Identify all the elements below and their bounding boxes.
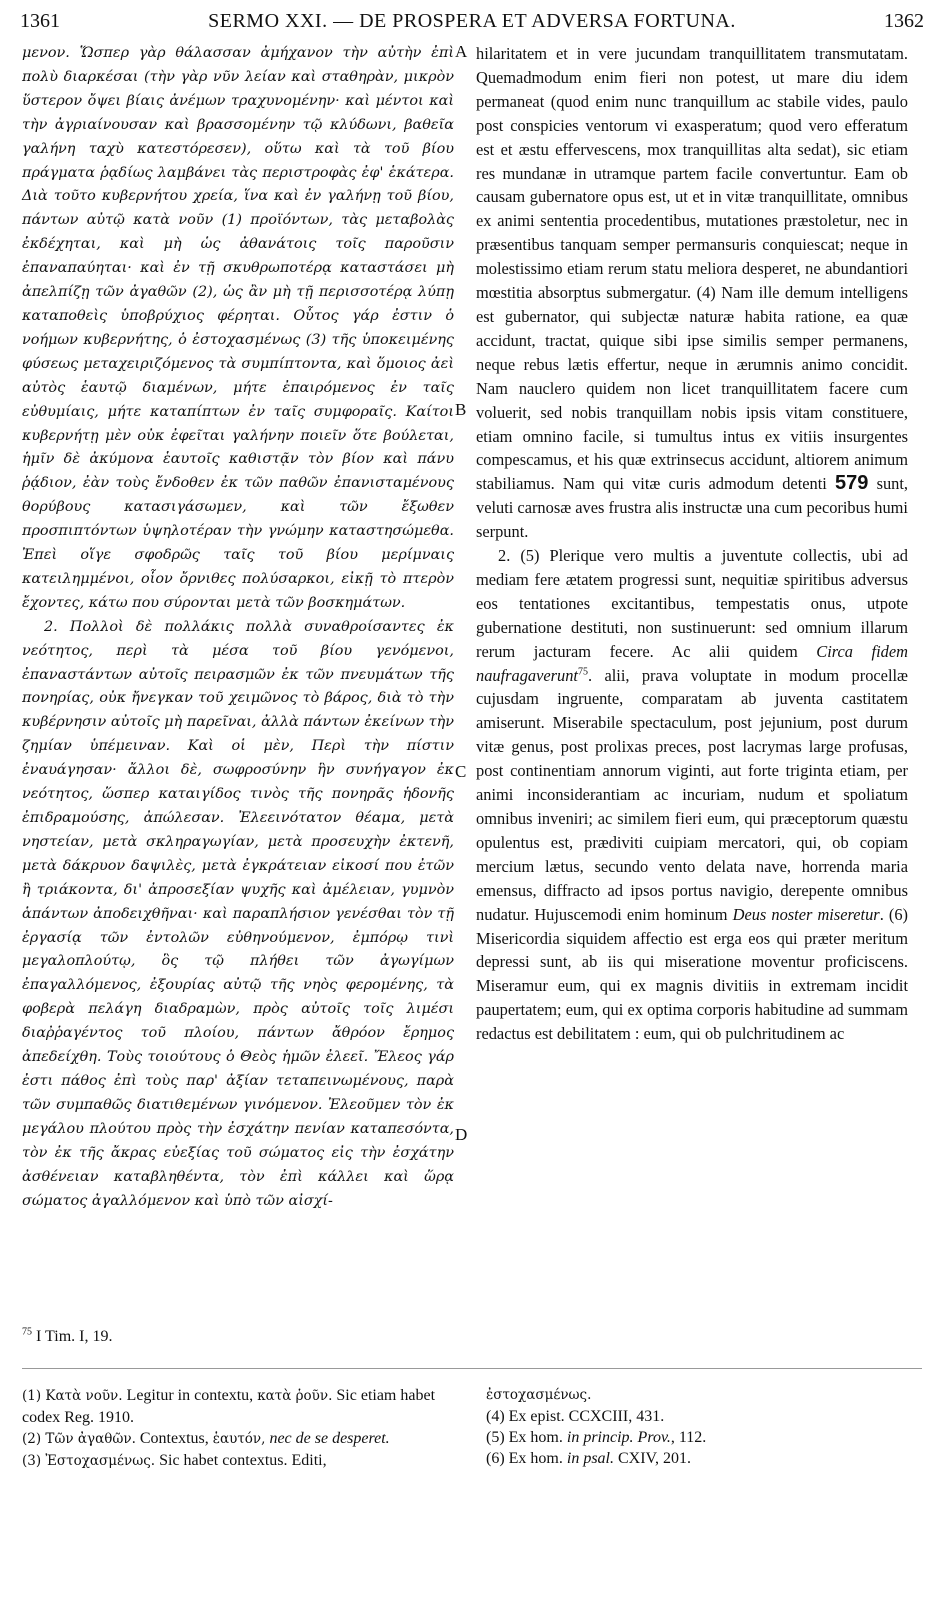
footnotes-left [22, 1385, 462, 1472]
footnote-1-text: Legitur in contextu, [126, 1387, 254, 1404]
page-header [20, 10, 924, 40]
footnote-1 [22, 1385, 462, 1428]
footnote-2-greek: ἑαυτόν, [212, 1431, 266, 1447]
scripture-reference-text: I Tim. I, 19. [36, 1328, 113, 1345]
latin-paragraph-2-text-b: . alii, prava voluptate in modum procellæ cujusdam ingruente, comparatam ab juventa castitatem amiserunt. Miserabile spectaculum, post jejunium, post durum vitæ genus, post prolixas preces, post lacrymas large profusas, post continentiam annorum viginti, aut forte triginta etiam, per animi inconsiderantiam ac incuriam, nudum et spoliatum omnibus inveniri; ac similem fieri eum, qui præceptorum quæstu opulentus est, prædiviti cuipiam mercatori, qui, ob copiam mercium lætus, secundo vento delata nave, horrenda maria emensus, diffracto ad ipsos portus navigio, derepente omnibus nudatur. Hujuscemodi enim hominum [476, 665, 908, 924]
footnote-2 [22, 1428, 462, 1450]
footnote-2-italic: nec de se desperet. [269, 1430, 390, 1447]
footnote-5-text-b: , 112. [670, 1429, 707, 1446]
footnote-6-text-b: CXIV, 201. [618, 1450, 692, 1467]
page-number-left: 1361 [20, 10, 60, 32]
scripture-quote-2: Deus noster miseretur [732, 904, 880, 924]
latin-paragraph-2 [476, 544, 908, 1046]
footnote-1-label: (1) Κατὰ νοῦν. [22, 1388, 123, 1404]
footnote-5-text-a: (5) Ex hom. [486, 1429, 563, 1446]
footnote-3-continued: ἐστοχασμένως. [486, 1387, 592, 1403]
column-number: 579 [835, 472, 869, 495]
footnote-1-greek: κατὰ ῥοῦν. [257, 1388, 333, 1404]
footnote-3-label: (3) Ἐστοχασμένως. [22, 1453, 156, 1469]
latin-paragraph-1 [476, 42, 908, 544]
footnote-6-text-a: (6) Ex hom. [486, 1450, 563, 1467]
scripture-reference-number: 75 [22, 1326, 32, 1338]
footnote-2-text: Contextus, [139, 1430, 209, 1447]
greek-paragraph-2: 2. Πολλοὶ δὲ πολλάκις πολλὰ συναθροίσαντες ἐκ νεότητος, περὶ τὰ μέσα τοῦ βίου γενόμενοι, ἐπαναστάντων αὐτοῖς πειρασμῶν ἐκ τῶν πνευμάτων τῆς πονηρίας, οὐκ ἤνεγκαν τοῦ χειμῶνος τὸ βάρος, διὰ τὸ τὴν κυβέρνησιν αὐτοῖς μὴ παρεῖναι, ἀλλὰ πάντων ἐκείνων τὴν ζημίαν ὑπέμειναν. Καὶ οἱ μὲν, Περὶ τὴν πίστιν ἐναυάγησαν· ἄλλοι δὲ, σωφροσύνην ἣν συνήγαγον ἐκ νεότητος, ὥσπερ καταιγίδος τινὸς τῆς πονηρᾶς ἡδονῆς ἐπιδραμούσης, ἀπώλεσαν. Ἐλεεινότατον θέαμα, μετὰ νηστείαν, μετὰ σκληραγωγίαν, μετὰ προσευχὴν ἐκτενῆ, μετὰ δάκρυον δαψιλὲς, μετὰ ἐγκράτειαν εἰκοσί που ἐτῶν ἢ τριάκοντα, δι' ἀπροσεξίαν ψυχῆς καὶ ἀμέλειαν, γυμνὸν ἁπάντων ἀποδειχθῆναι· καὶ παραπλήσιον γενέσθαι τὸν τῇ ἐργασίᾳ τῶν ἐντολῶν εὐθηνούμενον, ἐμπόρῳ τινὶ μεγαλοπλούτῳ, ὃς τῷ πλήθει τῶν ἀγωγίμων ἐπαγαλλόμενος, ἐξουρίας αὐτῷ τῆς νηὸς φερομένης, τὰ φοβερὰ πελάγη διαδραμὼν, πρὸς αὐτοῖς τοῖς λιμέσι διαῤῥαγέντος τοῦ πλοίου, πάντων ἄθρόον ἔρημος ἀπεδείχθη. Τοὺς τοιούτους ὁ Θεὸς ἡμῶν ἐλεεῖ. Ἔλεος γάρ ἐστι πάθος ἐπὶ τοὺς παρ' ἀξίαν τεταπεινωμένους, παρὰ τῶν συμπαθῶς διατιθεμένων γινόμενον. Ἐλεοῦμεν τὸν ἐκ μεγάλου πλούτου πρὸς τὴν ἐσχάτην πενίαν καταπεσόντα, τὸν ἐκ τῆς ἄκρας εὐεξίας τοῦ σώματος εἰς τὴν ἐσχάτην ἀσθένειαν καταβληθέντα, τὸν ἐπὶ κάλλει καὶ ὥρᾳ σώματος ἀγαλλόμενον καὶ ὑπὸ τῶν αἰσχί- [22, 618, 454, 1209]
latin-column [476, 42, 908, 1046]
section-marker-a: A [455, 42, 468, 61]
footnote-6 [486, 1448, 916, 1469]
footnotes-right [486, 1385, 916, 1469]
greek-paragraph-1: μενον. Ὥσπερ γὰρ θάλασσαν ἀμήχανον τὴν αὐτὴν ἐπὶ πολὺ διαρκέσαι (τὴν γὰρ νῦν λείαν καὶ σταθηρὰν, μικρὸν ὕστερον ὄψει βίαις ἀνέμων τραχυνομένην· καὶ μέντοι καὶ τὴν ἀγριαίνουσαν καὶ βρασσομένην τῷ κλύδωνι, βαθεῖα γαλήνη ταχὺ κατεστόρεσεν), οὕτω καὶ τὰ τοῦ βίου πράγματα ῥᾳδίως λαμβάνει τὰς περιστροφὰς ἐφ' ἑκάτερα. Διὰ τοῦτο κυβερνήτου χρεία, ἵνα καὶ ἐν γαλήνῃ τοῦ βίου, πάντων αὐτῷ κατὰ νοῦν (1) προϊόντων, τὰς μεταβολὰς ἐκδέχηται, καὶ μὴ ὡς ἀθανάτοις τοῖς παροῦσιν ἐπαναπαύηται· καὶ ἐν τῇ σκυθρωποτέρᾳ καταστάσει μὴ ἀπελπίζῃ τῶν ἀγαθῶν (2), ὡς ἂν μὴ τῇ περισσοτέρᾳ λύπῃ καταποθεὶς ὑποβρύχιος φέρηται. Οὗτος γάρ ἐστιν ὁ νοήμων κυβερνήτης, ὁ ἐστοχασμένως (3) τῆς ὑποκειμένης φύσεως μεταχειριζόμενος τὰ συμπίπτοντα, καὶ ὅμοιος ἀεὶ αὐτὸς ἑαυτῷ διαμένων, μήτε ἐπαιρόμενος ἐν ταῖς εὐθυμίαις, μήτε καταπίπτων ἐν ταῖς συμφοραῖς. Καίτοι κυβερνήτῃ μὲν οὐκ ἐφεῖται γαλήνην ποιεῖν ὅτε βούλεται, ἡμῖν δὲ ἀκύμονα ἑαυτοῖς καθιστᾷν τὸν βίον καὶ πάνυ ῥᾴδιον, ἐὰν τοὺς ἔνδοθεν ἐκ τῶν παθῶν ἐπανισταμένους θορύβους κατασιγάσωμεν, καὶ τῶν ἔξωθεν προσπιπτόντων ὑψηλοτέραν τὴν γνώμην καταστησώμεθα. Ἐπεὶ οἵγε σφοδρῶς ταῖς τοῦ βίου μερίμναις κατειλημμένοι, οἷον ὄρνιθες πολύσαρκοι, εἰκῇ τὸ πτερὸν ἔχοντες, κάτω που σύρονται μετὰ τῶν βοσκημάτων. [22, 45, 454, 611]
latin-paragraph-2-text-c: . (6) Misericordia siquidem affectio est erga eos qui præter meritum depressi sunt, ab iis qui miseratione moventur proficiscens. Miseramur eum, qui ex magnis divitiis in extremam incidit paupertatem; eum, qui ex optima corporis habitudine ad summam redactus est debilitatem : eum, qui ob pulchritudinem ac [476, 904, 908, 1044]
greek-column [22, 42, 454, 1213]
section-marker-c: C [455, 762, 467, 781]
section-marker-b: B [455, 400, 467, 419]
footnote-2-label: (2) Τῶν ἀγαθῶν. [22, 1431, 136, 1447]
footnote-5-italic: in princip. Prov. [566, 1429, 671, 1446]
footnote-3-text: Sic habet contextus. Editi, [159, 1452, 327, 1469]
footnote-6-italic: in psal. [566, 1450, 614, 1467]
footnote-3 [22, 1450, 462, 1472]
latin-paragraph-2-text-a: 2. (5) Plerique vero multis a juventute collectis, ubi ad mediam fere ætatem progressi sunt, nequitiæ spiritibus adversus eos tentationes excitantibus, tempestatis onus, utpote gubernatione destituti, non sustinuerunt: sed omnium illarum rerum jacturam fecere. Ac alii quidem [476, 546, 908, 661]
footnote-4: (4) Ex epist. CCXCIII, 431. [486, 1408, 665, 1425]
latin-paragraph-1-text-b: sunt, veluti carnosæ aves frustra alis instructæ una cum pecoribus humi serpunt. [476, 474, 908, 542]
scripture-reference [22, 1328, 112, 1346]
section-marker-d: D [455, 1125, 468, 1144]
scripture-ref-mark: 75 [577, 666, 588, 678]
footnote-5 [486, 1427, 916, 1448]
page-number-right: 1362 [884, 10, 924, 32]
latin-paragraph-1-text-a: hilaritatem et in vere jucundam tranquillitatem transmutatam. Quemadmodum enim fieri non potest, ut mare diu idem permaneat (quod enim nunc tranquillum ac stabile vides, paulo post conspicies ventorum vi exasperatum; quod vero efferatum est et æstu effervescens, mox tranquillitas alta sedat), sic etiam res mundanæ in utramque partem facile convertuntur. Eam ob causam gubernatore opus est, ut et in vitæ tranquillitate, omnibus ex animi sententia procedentibus, mutationes præstoletur, nec in præsentibus tanquam semper permansuris conquiescat; neque in molestissimo etiam rerum statu meliora desperet, ne abundantiori mœstitia absorptus submergatur. (4) Nam ille demum intelligens est gubernator, qui subjectæ naturæ habita ratione, ea quæ accidunt, tractat, quique sibi ipse similis semper permanens, neque rebus lætis effertur, neque in ærumnis animo concidit. Nam nauclero quidem non licet tranquillitatem facere cum voluerit, sed nobis tranquillam nobis ipsis vitam constituere, etiam omnino facile, si tumultus intus ex vitiis insurgentes compescamus, et his quæ extrinsecus accidunt, altiorem animum stabiliamus. Nam qui vitæ curis admodum detenti [476, 44, 908, 494]
footnote-divider [22, 1368, 922, 1369]
scripture-quote-1: Circa fidem naufragaverunt [476, 641, 908, 685]
running-title: SERMO XXI. — DE PROSPERA ET ADVERSA FORTUNA. [208, 10, 736, 32]
footnote-1-text-2: Sic etiam habet codex Reg. 1910. [22, 1387, 436, 1426]
